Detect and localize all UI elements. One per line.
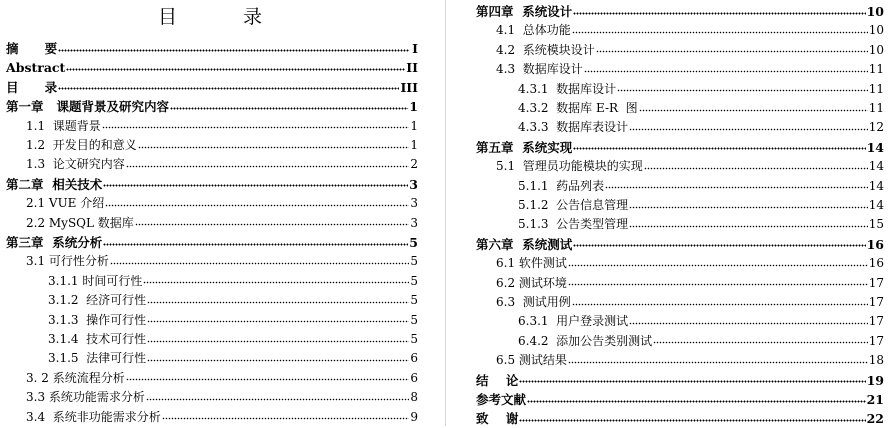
toc-entry bbox=[26, 388, 418, 407]
dot-leader bbox=[138, 144, 409, 150]
toc-entry bbox=[48, 349, 418, 368]
toc-entry bbox=[6, 233, 418, 252]
toc-entry-page: 2 bbox=[410, 157, 418, 172]
toc-entry-page: 6 bbox=[410, 370, 418, 385]
toc-entry bbox=[496, 254, 884, 273]
toc-entry-label: 5.1.3 公告类型管理 bbox=[518, 217, 629, 232]
toc-entry-page: 14 bbox=[868, 198, 884, 212]
toc-entry bbox=[496, 351, 884, 370]
toc-entry-label: 5.1.1 药品列表 bbox=[518, 178, 605, 193]
dot-leader bbox=[639, 107, 868, 113]
dot-leader bbox=[629, 320, 868, 326]
toc-entry-page: 14 bbox=[866, 139, 884, 155]
toc-entry bbox=[496, 157, 884, 176]
toc-entry-label: 6.4.2 添加公告类别测试 bbox=[518, 333, 653, 348]
dot-leader bbox=[568, 359, 868, 365]
dot-leader bbox=[58, 47, 409, 53]
toc-entry-page: I bbox=[412, 41, 418, 56]
toc-entry bbox=[26, 117, 418, 136]
dot-leader bbox=[644, 165, 868, 171]
toc-entry bbox=[476, 138, 884, 157]
toc-entry-label: 6.3 测试用例 bbox=[496, 295, 571, 309]
toc-entry-label: 2.2 MySQL 数据库 bbox=[26, 215, 134, 230]
toc-entry-label: 4.3 数据库设计 bbox=[496, 62, 583, 77]
toc-entry-label: 第一章 课题背景及研究内容 bbox=[6, 99, 170, 115]
toc-entry-page: 1 bbox=[410, 118, 418, 133]
toc-entry-label: 目 录 bbox=[6, 79, 58, 95]
toc-entry-page: 14 bbox=[868, 178, 884, 193]
toc-entry-label: 4.3.2 数据库 E-R 图 bbox=[518, 101, 638, 115]
toc-entry-page: 5 bbox=[410, 254, 418, 269]
dot-leader bbox=[519, 417, 865, 423]
toc-entry-page: 12 bbox=[868, 120, 884, 135]
toc-entry-label: 3.1.5 法律可行性 bbox=[48, 351, 147, 366]
toc-entry-label: 致 谢 bbox=[476, 411, 519, 427]
toc-entry bbox=[496, 21, 884, 40]
toc-entry-label: 3.1 可行性分析 bbox=[26, 254, 109, 269]
toc-entry-page: 11 bbox=[868, 62, 884, 77]
toc-entry-page: 6 bbox=[410, 351, 418, 366]
toc-entry bbox=[518, 80, 884, 99]
toc-entry bbox=[26, 408, 418, 427]
dot-leader bbox=[146, 396, 409, 402]
toc-entry-page: 3 bbox=[409, 176, 418, 192]
toc-entry bbox=[518, 99, 884, 118]
toc-entry-label: 6.1 软件测试 bbox=[496, 256, 567, 271]
toc-entry-label: 4.1 总体功能 bbox=[496, 23, 571, 38]
toc-entry-label: 5.1.2 公告信息管理 bbox=[518, 198, 629, 212]
toc-entry-label: 3.1.2 经济可行性 bbox=[48, 293, 147, 308]
toc-entry-page: 3 bbox=[410, 215, 418, 230]
dot-leader bbox=[617, 88, 868, 94]
dot-leader bbox=[170, 105, 408, 111]
dot-leader bbox=[66, 66, 405, 72]
toc-entry-label: 第四章 系统设计 bbox=[476, 4, 573, 19]
toc-entry-page: 10 bbox=[866, 4, 884, 19]
toc-entry-page: 16 bbox=[868, 256, 884, 271]
toc-entry bbox=[48, 330, 418, 349]
toc-entry-page: 1 bbox=[410, 138, 418, 152]
dot-leader bbox=[147, 338, 409, 344]
toc-entry-page: II bbox=[406, 60, 418, 76]
toc-entry bbox=[518, 312, 884, 331]
toc-entry-label: 第五章 系统实现 bbox=[476, 139, 573, 155]
toc-entry-page: 10 bbox=[868, 23, 884, 38]
dot-leader bbox=[584, 68, 868, 74]
toc-entry bbox=[476, 371, 884, 390]
dot-leader bbox=[605, 185, 868, 191]
toc-entry-label: 2.1 VUE 介绍 bbox=[26, 196, 105, 211]
toc-entry-label: 6.5 测试结果 bbox=[496, 353, 567, 368]
toc-entry-page: 11 bbox=[868, 101, 884, 115]
dot-leader bbox=[126, 163, 409, 169]
toc-entry-label: 第二章 相关技术 bbox=[6, 176, 103, 192]
toc-entry-label: 4.3.3 数据库表设计 bbox=[518, 120, 629, 135]
toc-entry-label: 3.4 系统非功能需求分析 bbox=[26, 409, 161, 424]
dot-leader bbox=[629, 126, 868, 132]
toc-entry bbox=[26, 155, 418, 174]
toc-entry-page: 16 bbox=[866, 236, 884, 252]
toc-title: 目 录 bbox=[157, 6, 293, 28]
toc-entry-label: 第六章 系统测试 bbox=[476, 236, 573, 252]
toc-entry-page: 5 bbox=[410, 273, 418, 288]
page-divider bbox=[445, 0, 446, 426]
dot-leader bbox=[126, 377, 409, 383]
toc-entry bbox=[496, 293, 884, 312]
toc-entry-page: 8 bbox=[410, 390, 418, 405]
dot-leader bbox=[573, 146, 865, 152]
toc-entry-label: 3.1.4 技术可行性 bbox=[48, 332, 147, 346]
dot-leader bbox=[58, 86, 399, 92]
toc-entry bbox=[6, 39, 418, 58]
toc-entry-label: 6.2 测试环境 bbox=[496, 275, 567, 290]
toc-entry-label: 3.1.1 时间可行性 bbox=[48, 273, 143, 288]
toc-entry-label: 3. 2 系统流程分析 bbox=[26, 370, 125, 385]
toc-entry bbox=[6, 97, 418, 116]
dot-leader bbox=[527, 398, 866, 404]
toc-entry-label: 参考文献 bbox=[476, 392, 527, 407]
dot-leader bbox=[568, 282, 868, 288]
dot-leader bbox=[103, 183, 408, 189]
toc-entry bbox=[518, 215, 884, 234]
toc-entry bbox=[26, 369, 418, 388]
toc-entry-page: 5 bbox=[410, 293, 418, 308]
dot-leader bbox=[573, 10, 865, 16]
toc-entry bbox=[26, 194, 418, 213]
dot-leader bbox=[105, 202, 409, 208]
toc-entry bbox=[26, 136, 418, 155]
toc-entry-label: 摘 要 bbox=[6, 41, 58, 56]
toc-entry-page: 5 bbox=[410, 332, 418, 346]
toc-entry bbox=[476, 390, 884, 409]
toc-entry-label: 第三章 系统分析 bbox=[6, 235, 103, 250]
toc-entry bbox=[26, 214, 418, 233]
toc-entry-page: 11 bbox=[868, 81, 884, 96]
dot-leader bbox=[572, 301, 868, 307]
dot-leader bbox=[147, 357, 409, 363]
toc-entry-label: 1.1 课题背景 bbox=[26, 118, 101, 133]
toc-entry-page: 15 bbox=[868, 217, 884, 232]
dot-leader bbox=[135, 222, 409, 228]
toc-entry-page: 22 bbox=[866, 411, 884, 427]
toc-entry-label: 1.3 论文研究内容 bbox=[26, 157, 125, 172]
toc-entry-page: 3 bbox=[410, 196, 418, 211]
toc-entry bbox=[476, 409, 884, 428]
toc-entry bbox=[48, 311, 418, 330]
toc-entry-label: 6.3.1 用户登录测试 bbox=[518, 314, 629, 329]
toc-entry bbox=[6, 58, 418, 77]
toc-entry bbox=[476, 2, 884, 21]
dot-leader bbox=[162, 416, 409, 422]
dot-leader bbox=[143, 280, 409, 286]
dot-leader bbox=[596, 49, 868, 55]
toc-entry bbox=[6, 78, 418, 97]
toc-entry-page: 1 bbox=[409, 99, 418, 115]
toc-entry bbox=[496, 274, 884, 293]
toc-entry bbox=[6, 175, 418, 194]
toc-entry bbox=[48, 291, 418, 310]
dot-leader bbox=[147, 319, 409, 325]
toc-entry-page: III bbox=[400, 79, 418, 95]
toc-entry-page: 17 bbox=[868, 295, 884, 309]
toc-entry bbox=[518, 177, 884, 196]
toc-entry-label: Abstract bbox=[6, 60, 66, 76]
dot-leader bbox=[102, 125, 409, 131]
toc-entry-page: 21 bbox=[866, 392, 884, 407]
toc-entry-page: 9 bbox=[410, 409, 418, 424]
toc-entry-page: 17 bbox=[868, 275, 884, 290]
toc-entry-page: 10 bbox=[868, 42, 884, 57]
dot-leader bbox=[653, 340, 868, 346]
toc-entry-label: 3.3 系统功能需求分析 bbox=[26, 390, 145, 405]
toc-entry-page: 17 bbox=[868, 314, 884, 329]
dot-leader bbox=[110, 260, 409, 266]
toc-entry-label: 4.2 系统模块设计 bbox=[496, 42, 595, 57]
dot-leader bbox=[629, 223, 868, 229]
toc-entry bbox=[518, 118, 884, 137]
toc-entry-label: 4.3.1 数据库设计 bbox=[518, 81, 617, 96]
toc-entry-label: 3.1.3 操作可行性 bbox=[48, 312, 147, 327]
dot-leader bbox=[519, 379, 865, 385]
toc-entry bbox=[48, 272, 418, 291]
toc-entry-label: 5.1 管理员功能模块的实现 bbox=[496, 159, 643, 174]
dot-leader bbox=[147, 299, 409, 305]
toc-entry-page: 5 bbox=[409, 235, 418, 250]
toc-entry bbox=[26, 252, 418, 271]
toc-entry-page: 19 bbox=[866, 372, 884, 388]
toc-entry bbox=[518, 196, 884, 215]
dot-leader bbox=[103, 241, 408, 247]
toc-entry-page: 17 bbox=[868, 333, 884, 348]
toc-entry-label: 1.2 开发目的和意义 bbox=[26, 138, 137, 152]
toc-entry bbox=[496, 60, 884, 79]
toc-entry bbox=[476, 235, 884, 254]
dot-leader bbox=[568, 262, 868, 268]
toc-entry bbox=[496, 41, 884, 60]
dot-leader bbox=[573, 243, 865, 249]
toc-entry-page: 5 bbox=[410, 312, 418, 327]
dot-leader bbox=[572, 29, 868, 35]
dot-leader bbox=[629, 204, 868, 210]
toc-entry bbox=[518, 332, 884, 351]
toc-entry-page: 18 bbox=[868, 353, 884, 368]
toc-entry-page: 14 bbox=[868, 159, 884, 174]
toc-entry-label: 结 论 bbox=[476, 372, 519, 388]
